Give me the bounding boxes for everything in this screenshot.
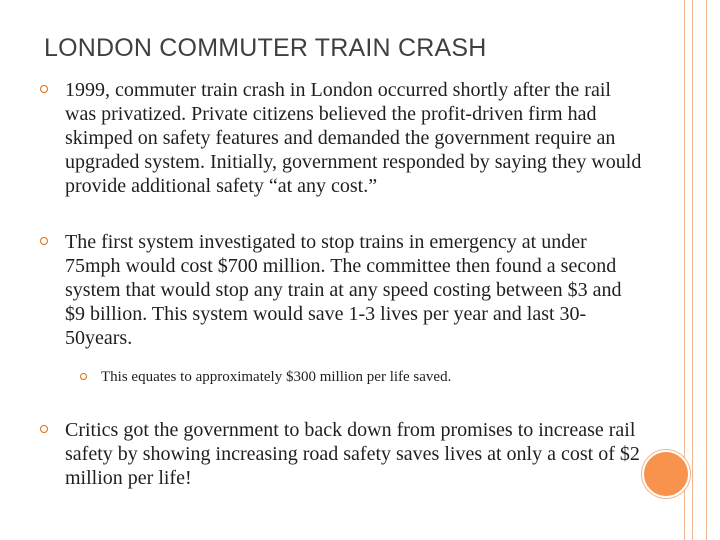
bullet-text: 1999, commuter train crash in London occurred shortly after the rail was privatized. Private citizens believed the profit-driven firm had skimped on safety features and demanded the government require an upgraded system. Initially, government responded by saying they would provide additional safety “at any cost.” [65,79,642,197]
accent-circle [642,450,690,498]
border-line [692,0,693,540]
bullet-text: The first system investigated to stop trains in emergency at under 75mph would cost $700 million. The committee then found a second system that would stop any train at any speed costing between $3 and $9 billion. This system would save 1-3 lives per year and last 30-50years. [65,231,622,349]
sub-bullet-text: This equates to approximately $300 million per life saved. [101,369,452,385]
border-line [706,0,707,540]
bullet-item [44,418,644,490]
sub-bullet-item [44,368,644,386]
bullet-text: Critics got the government to back down from promises to increase rail safety by showing increasing road safety saves lives at only a cost of $2 million per life! [65,419,640,489]
slide-title: LONDON COMMUTER TRAIN CRASH [44,34,487,62]
bullet-item [44,230,644,350]
bullet-list [44,74,644,490]
bullet-item [44,78,644,198]
bullet-circle-icon [40,425,48,433]
bullet-circle-icon [40,237,48,245]
bullet-circle-icon [40,85,48,93]
sub-bullet-circle-icon [80,373,87,380]
